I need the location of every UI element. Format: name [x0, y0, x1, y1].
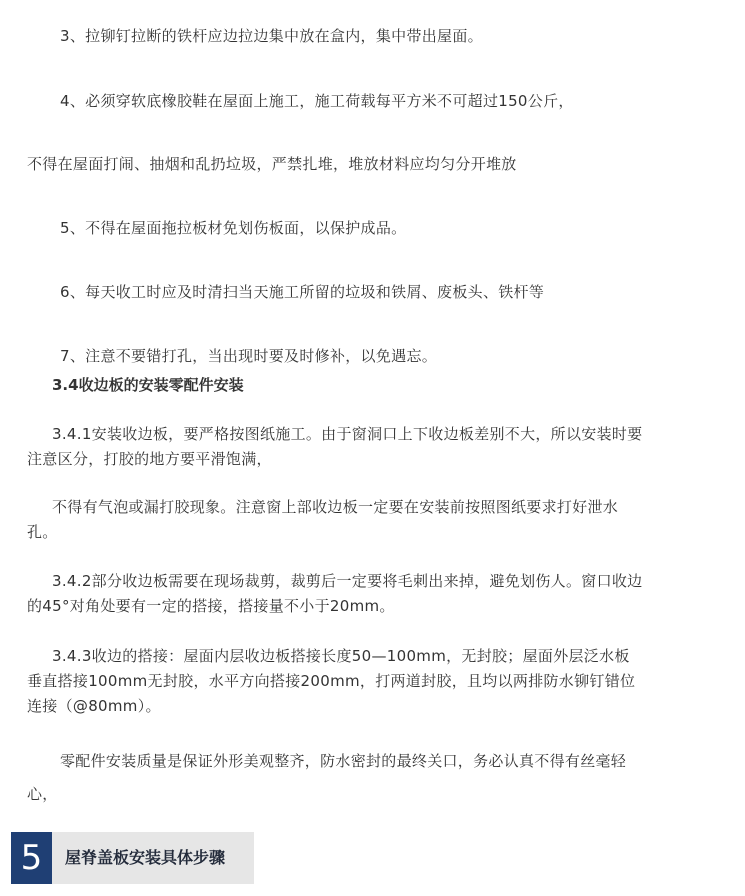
paragraph-3-4-1-line3: 不得有气泡或漏打胶现象。注意窗上部收边板一定要在安装前按照图纸要求打好泄水: [52, 498, 619, 516]
paragraph-item-4: 4、必须穿软底橡胶鞋在屋面上施工，施工荷载每平方米不可超过150公斤，: [60, 92, 574, 110]
paragraph-3-4-3-line2: 垂直搭接100mm无封胶，水平方向搭接200mm，打两道封胶，且均以两排防水铆钉错位: [27, 672, 636, 690]
paragraph-3-4-3-line3: 连接（@80mm）。: [27, 697, 161, 715]
paragraph-3-4-2-line2: 的45°对角处要有一定的搭接，搭接量不小于20mm。: [27, 597, 395, 615]
paragraph-3-4-3-line1: 3.4.3收边的搭接：屋面内层收边板搭接长度50—100mm，无封胶；屋面外层泛水板: [52, 647, 630, 665]
closing-paragraph-line2: 心，: [27, 785, 58, 803]
paragraph-item-3: 3、拉铆钉拉断的铁杆应边拉边集中放在盒内，集中带出屋面。: [60, 27, 483, 45]
section-5-header: [11, 832, 254, 884]
paragraph-3-4-1-line1: 3.4.1安装收边板，要严格按图纸施工。由于窗洞口上下收边板差别不大，所以安装时要: [52, 425, 643, 443]
section-heading-3-4: 3.4收边板的安装零配件安装: [52, 376, 244, 394]
paragraph-3-4-1-line4: 孔。: [27, 523, 58, 541]
paragraph-item-5: 5、不得在屋面拖拉板材免划伤板面，以保护成品。: [60, 219, 407, 237]
paragraph-3-4-1-line2: 注意区分，打胶的地方要平滑饱满，: [27, 450, 272, 468]
closing-paragraph-line1: 零配件安装质量是保证外形美观整齐，防水密封的最终关口，务必认真不得有丝毫轻: [60, 752, 627, 770]
section-title: 屋脊盖板安装具体步骤: [65, 848, 226, 867]
paragraph-item-4-continued: 不得在屋面打闹、抽烟和乱扔垃圾，严禁扎堆，堆放材料应均匀分开堆放: [27, 155, 517, 173]
paragraph-3-4-2-line1: 3.4.2部分收边板需要在现场裁剪，裁剪后一定要将毛刺出来掉，避免划伤人。窗口收边: [52, 572, 643, 590]
section-number-badge: 5: [11, 832, 52, 884]
paragraph-item-6: 6、每天收工时应及时清扫当天施工所留的垃圾和铁屑、废板头、铁杆等: [60, 283, 545, 301]
paragraph-item-7: 7、注意不要错打孔，当出现时要及时修补，以免遇忘。: [60, 347, 438, 365]
